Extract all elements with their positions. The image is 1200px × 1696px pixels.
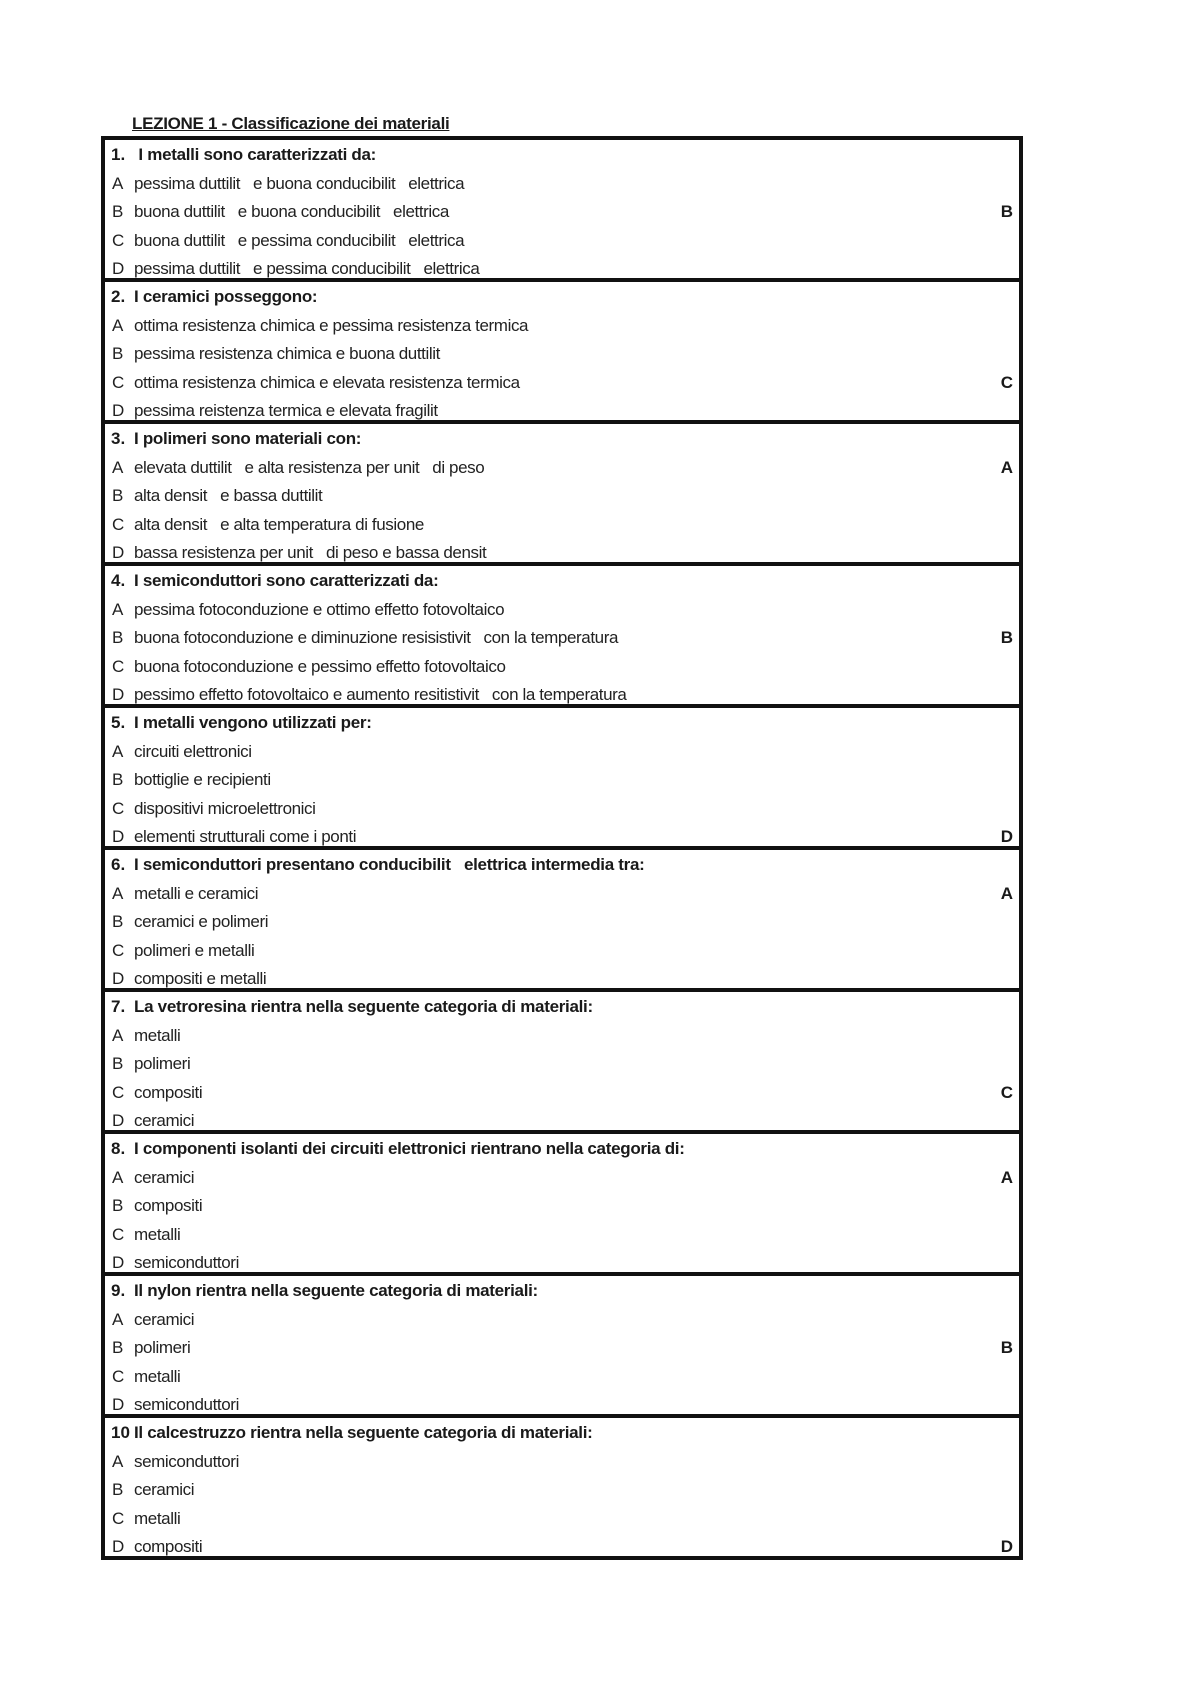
question-text: I componenti isolanti dei circuiti elettronici rientrano nella categoria di: <box>134 1139 685 1158</box>
option-letter: D <box>112 259 125 278</box>
question-block <box>101 1414 1023 1560</box>
option-row <box>105 1221 1019 1250</box>
answer-key: D <box>1000 1537 1013 1556</box>
option-letter: C <box>112 1366 125 1386</box>
option-letter: D <box>112 1395 125 1414</box>
option-text: polimeri <box>134 1054 191 1073</box>
option-letter: A <box>112 315 124 335</box>
option-row <box>105 340 1019 369</box>
option-text: semiconduttori <box>134 1395 239 1414</box>
question-block <box>101 988 1023 1134</box>
option-text: semiconduttori <box>134 1451 239 1471</box>
option-row <box>105 653 1019 682</box>
question-block <box>101 136 1023 282</box>
option-row <box>105 454 1019 483</box>
option-text: polimeri <box>134 1338 191 1357</box>
option-row <box>105 1022 1019 1051</box>
option-text: semiconduttori <box>134 1253 239 1272</box>
quiz-table <box>101 136 1023 1560</box>
option-row <box>105 738 1019 767</box>
option-row <box>105 198 1019 227</box>
option-letter: C <box>112 1224 125 1244</box>
question-text: I metalli vengono utilizzati per: <box>134 713 372 732</box>
option-row <box>105 255 1019 284</box>
option-letter: D <box>112 1253 125 1272</box>
question-number: 2. <box>111 287 126 306</box>
question-text: I semiconduttori sono caratterizzati da: <box>134 571 439 590</box>
option-letter: D <box>112 543 125 562</box>
question-text: I ceramici posseggono: <box>134 287 318 306</box>
option-row <box>105 397 1019 426</box>
option-row <box>105 937 1019 966</box>
option-row <box>105 482 1019 511</box>
option-row <box>105 1164 1019 1193</box>
option-text: pessima duttilit e buona conducibilit elettrica <box>134 173 465 193</box>
question-block <box>101 1130 1023 1276</box>
option-row <box>105 965 1019 994</box>
option-letter: A <box>112 741 124 761</box>
option-letter: A <box>112 173 124 193</box>
question-block <box>101 278 1023 424</box>
option-letter: A <box>112 457 124 477</box>
question-number: 3. <box>111 429 126 448</box>
question-block <box>101 1272 1023 1418</box>
option-text: circuiti elettronici <box>134 741 252 761</box>
answer-key: D <box>1000 827 1013 846</box>
question-number: 9. <box>111 1281 126 1300</box>
option-text: compositi <box>134 1537 203 1556</box>
option-text: pessima fotoconduzione e ottimo effetto fotovoltaico <box>134 599 505 619</box>
option-letter: D <box>112 1111 125 1130</box>
answer-key: B <box>1000 1338 1013 1357</box>
option-letter: B <box>112 1480 124 1499</box>
option-row <box>105 1306 1019 1335</box>
option-letter: A <box>112 883 124 903</box>
option-letter: D <box>112 685 125 704</box>
option-text: ottima resistenza chimica e pessima resistenza termica <box>134 315 529 335</box>
option-row <box>105 795 1019 824</box>
option-letter: B <box>112 344 124 363</box>
option-letter: D <box>112 827 125 846</box>
question-text: La vetroresina rientra nella seguente categoria di materiali: <box>134 997 593 1016</box>
answer-key: C <box>1000 1082 1013 1102</box>
option-row <box>105 596 1019 625</box>
option-text: metalli e ceramici <box>134 883 259 903</box>
option-text: alta densit e alta temperatura di fusione <box>134 514 424 534</box>
option-row <box>105 1079 1019 1108</box>
question-row <box>105 141 1019 170</box>
option-letter: D <box>112 1537 125 1556</box>
option-letter: A <box>112 1451 124 1471</box>
option-row <box>105 1107 1019 1136</box>
option-letter: B <box>112 912 124 931</box>
option-text: metalli <box>134 1025 181 1045</box>
option-text: polimeri e metalli <box>134 940 255 960</box>
answer-key: C <box>1000 372 1013 392</box>
option-text: pessima resistenza chimica e buona duttilit <box>134 344 440 363</box>
option-row <box>105 1192 1019 1221</box>
question-text: I semiconduttori presentano conducibilit elettrica intermedia tra: <box>134 855 645 874</box>
option-text: compositi e metalli <box>134 969 267 988</box>
option-row <box>105 170 1019 199</box>
option-row <box>105 681 1019 710</box>
question-number: 5. <box>111 713 126 732</box>
question-block <box>101 562 1023 708</box>
answer-key: B <box>1000 628 1013 647</box>
option-text: pessima reistenza termica e elevata fragilit <box>134 401 438 420</box>
option-row <box>105 312 1019 341</box>
question-block <box>101 704 1023 850</box>
option-text: ottima resistenza chimica e elevata resistenza termica <box>134 372 520 392</box>
question-number: 1. <box>111 145 126 164</box>
question-number: 8. <box>111 1139 126 1158</box>
option-text: buona fotoconduzione e diminuzione resisistivit con la temperatura <box>134 628 619 647</box>
option-text: elevata duttilit e alta resistenza per unit di peso <box>134 457 485 477</box>
question-row <box>105 1419 1019 1448</box>
option-text: ceramici <box>134 1111 195 1130</box>
question-text: I metalli sono caratterizzati da: <box>134 145 377 164</box>
question-block <box>101 846 1023 992</box>
option-row <box>105 880 1019 909</box>
option-letter: C <box>112 798 125 818</box>
option-text: pessimo effetto fotovoltaico e aumento resitistivit con la temperatura <box>134 685 627 704</box>
question-row <box>105 993 1019 1022</box>
option-row <box>105 511 1019 540</box>
option-letter: C <box>112 230 125 250</box>
option-text: buona fotoconduzione e pessimo effetto fotovoltaico <box>134 656 506 676</box>
option-row <box>105 1249 1019 1278</box>
question-number: 7. <box>111 997 126 1016</box>
option-text: elementi strutturali come i ponti <box>134 827 357 846</box>
option-text: compositi <box>134 1082 203 1102</box>
option-text: buona duttilit e pessima conducibilit elettrica <box>134 230 465 250</box>
question-row <box>105 1135 1019 1164</box>
page-title: LEZIONE 1 - Classificazione dei materiali <box>132 114 450 133</box>
option-letter: B <box>112 202 124 221</box>
option-text: ceramici <box>134 1480 195 1499</box>
option-letter: B <box>112 1196 124 1215</box>
option-text: bottiglie e recipienti <box>134 770 271 789</box>
option-row <box>105 227 1019 256</box>
question-row <box>105 709 1019 738</box>
option-letter: C <box>112 514 125 534</box>
option-text: pessima duttilit e pessima conducibilit elettrica <box>134 259 480 278</box>
option-row <box>105 539 1019 568</box>
option-letter: B <box>112 770 124 789</box>
question-row <box>105 425 1019 454</box>
option-letter: A <box>112 599 124 619</box>
option-letter: C <box>112 656 125 676</box>
question-text: I polimeri sono materiali con: <box>134 429 362 448</box>
option-row <box>105 1505 1019 1534</box>
question-number: 10 <box>111 1423 130 1442</box>
option-text: compositi <box>134 1196 203 1215</box>
option-letter: B <box>112 1338 124 1357</box>
option-row <box>105 823 1019 852</box>
question-text: Il calcestruzzo rientra nella seguente categoria di materiali: <box>134 1423 593 1442</box>
option-row <box>105 908 1019 937</box>
option-text: metalli <box>134 1366 181 1386</box>
question-row <box>105 851 1019 880</box>
answer-key: A <box>1000 1167 1013 1187</box>
question-number: 4. <box>111 571 126 590</box>
option-row <box>105 766 1019 795</box>
option-letter: D <box>112 969 125 988</box>
option-row <box>105 1050 1019 1079</box>
question-row <box>105 283 1019 312</box>
option-text: buona duttilit e buona conducibilit elettrica <box>134 202 449 221</box>
option-text: ceramici <box>134 1167 195 1187</box>
question-row <box>105 567 1019 596</box>
option-row <box>105 1391 1019 1420</box>
option-text: bassa resistenza per unit di peso e bassa densit <box>134 543 487 562</box>
option-row <box>105 624 1019 653</box>
question-text: Il nylon rientra nella seguente categoria di materiali: <box>134 1281 538 1300</box>
option-letter: B <box>112 486 124 505</box>
question-row <box>105 1277 1019 1306</box>
option-row <box>105 369 1019 398</box>
question-number: 6. <box>111 855 126 874</box>
option-row <box>105 1476 1019 1505</box>
option-letter: A <box>112 1025 124 1045</box>
question-block <box>101 420 1023 566</box>
answer-key: B <box>1000 202 1013 221</box>
option-letter: A <box>112 1309 124 1329</box>
option-letter: C <box>112 372 125 392</box>
option-letter: B <box>112 1054 124 1073</box>
answer-key: A <box>1000 883 1013 903</box>
option-row <box>105 1363 1019 1392</box>
option-row <box>105 1533 1019 1562</box>
option-text: metalli <box>134 1508 181 1528</box>
option-text: ceramici <box>134 1309 195 1329</box>
answer-key: A <box>1000 457 1013 477</box>
option-text: ceramici e polimeri <box>134 912 269 931</box>
option-letter: B <box>112 628 124 647</box>
option-text: metalli <box>134 1224 181 1244</box>
option-text: dispositivi microelettronici <box>134 798 316 818</box>
option-letter: D <box>112 401 125 420</box>
option-row <box>105 1334 1019 1363</box>
option-text: alta densit e bassa duttilit <box>134 486 323 505</box>
option-letter: C <box>112 1082 125 1102</box>
option-letter: A <box>112 1167 124 1187</box>
option-letter: C <box>112 940 125 960</box>
option-letter: C <box>112 1508 125 1528</box>
option-row <box>105 1448 1019 1477</box>
